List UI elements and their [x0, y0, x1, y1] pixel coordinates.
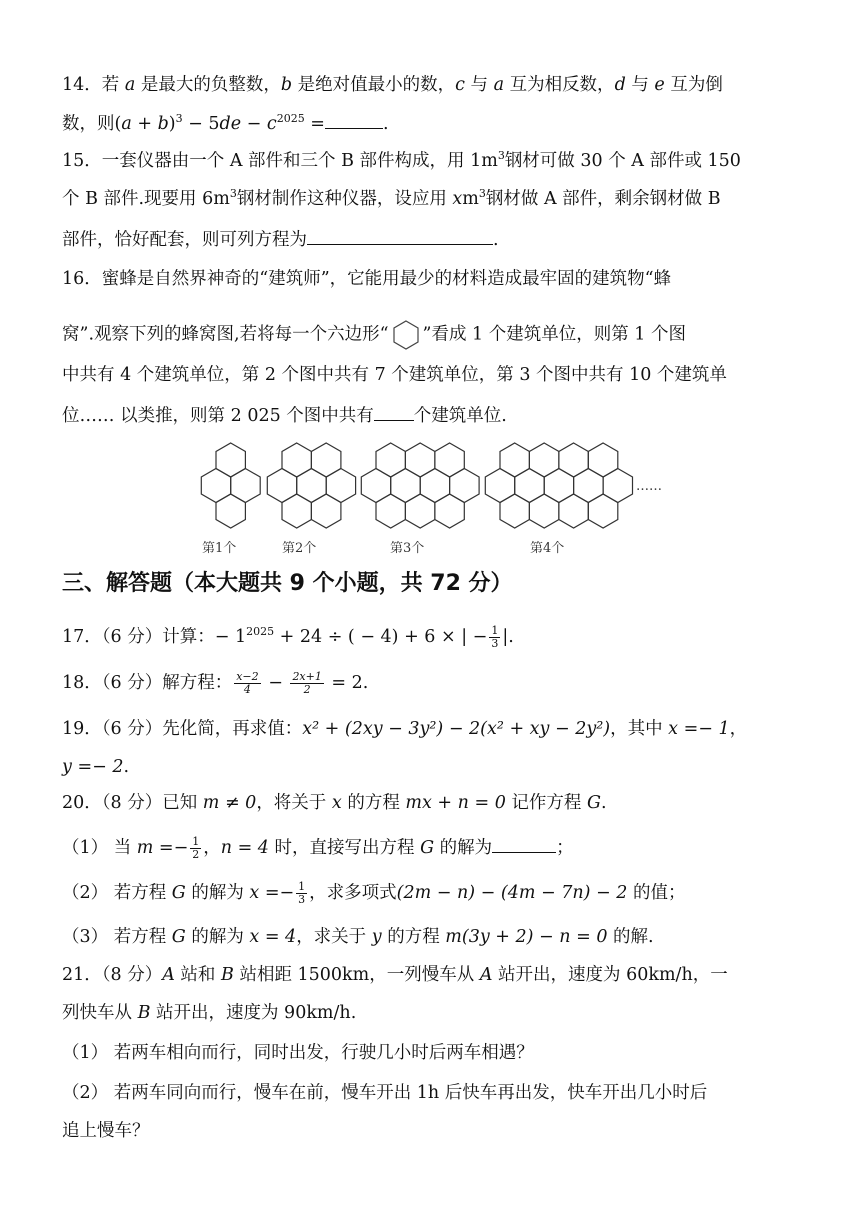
hex-cell [282, 443, 311, 477]
hex-cell [311, 494, 341, 528]
hex-cell [435, 494, 464, 528]
hex-cell [515, 469, 545, 503]
hex-cell [216, 443, 245, 477]
answer-blank[interactable] [325, 110, 383, 129]
hex-cell [216, 494, 245, 528]
caption-fig3: 第3个 [390, 541, 425, 556]
q21-line2: 列快车从 B 站开出，速度为 90km/h. [62, 1003, 357, 1023]
q16-line4: 位…… 以类推，则第 2 025 个图中共有 个建筑单位. [62, 402, 507, 429]
q20-line1: 20．（8 分）已知 m ≠ 0，将关于 x 的方程 mx + n = 0 记作方程 G. [62, 793, 607, 813]
hex-cell [376, 494, 405, 528]
q20-part2: （2） 若方程 G 的解为 x =− $\frac{1}{3}$ ，求多项式(2m − n) − (4m − 7n) − 2 的值； [62, 880, 686, 906]
hexagon-icon [389, 318, 423, 352]
hex-cell [500, 443, 529, 477]
fraction: $\frac{1}{3}$ [491, 624, 499, 650]
q17-line: 17．（6 分）计算：− $1^{2025} + 24$ ÷ ( − 4) + 6 × | − $\frac{1}{3}$ |. [62, 624, 514, 650]
q14-line2: 数，则$(a + b)^3 - 5de - c^{2025}$ = . [62, 112, 389, 134]
hex-cell [297, 469, 327, 503]
hex-cell [282, 494, 311, 528]
hex-cell [559, 494, 588, 528]
hex-cell [485, 469, 514, 503]
q19-line1: 19．（6 分）先化简，再求值：x² + (2xy − 3y²) − 2(x² + xy − 2y²)，其中 x =− 1， [62, 719, 748, 739]
q21-part2-cont: 追上慢车？ [62, 1121, 150, 1141]
honeycomb-figure [190, 438, 680, 563]
hex-cell [500, 494, 529, 528]
hex-cell [267, 469, 296, 503]
q18-line: 18．（6 分）解方程： $\frac{x-2}{4}$ − $\frac{2x+1}{2}$ = 2. [62, 670, 369, 696]
hex-cell [405, 494, 435, 528]
fraction: $\frac{2x+1}{2}$ [292, 670, 322, 696]
hex-cell [231, 469, 261, 503]
hex-cell [391, 469, 421, 503]
hex-cell [544, 469, 573, 503]
hex-cell [529, 443, 559, 477]
hex-cell [588, 443, 618, 477]
answer-blank[interactable] [374, 402, 414, 421]
hex-cell [201, 469, 230, 503]
caption-fig1: 第1个 [202, 541, 237, 556]
q14-line1: 14．若 a 是最大的负整数，b 是绝对值最小的数，c 与 a 互为相反数，d 与 e 互为倒 [62, 75, 723, 95]
hex-cell [450, 469, 480, 503]
q16-line2: 窝”.观察下列的蜂窝图,若将每一个六边形“ ”看成 1 个建筑单位，则第 1 个图 [62, 318, 686, 352]
fraction: $\frac{1}{2}$ [192, 835, 200, 861]
hex-cell [559, 443, 588, 477]
answer-blank[interactable] [492, 834, 556, 853]
q20-part3: （3） 若方程 G 的解为 x = 4，求关于 y 的方程 m(3y + 2) − n = 0 的解. [62, 927, 654, 947]
caption-fig4: 第4个 [530, 541, 565, 556]
fraction: $\frac{1}{3}$ [298, 880, 306, 906]
hex-cell [420, 469, 449, 503]
q15-line3: 部件，恰好配套，则可列方程为 . [62, 226, 499, 253]
q19-line2: y =− 2. [62, 757, 130, 777]
q16-line3: 中共有 4 个建筑单位，第 2 个图中共有 7 个建筑单位，第 3 个图中共有 10 个建筑单 [62, 365, 727, 385]
section-title: 三、解答题（本大题共 9 个小题，共 72 分） [62, 571, 513, 596]
hex-cell [405, 443, 435, 477]
hex-cell [574, 469, 604, 503]
q15-line1: 15．一套仪器由一个 A 部件和三个 B 部件构成，用 $1m^3$钢材可做 30 个 A 部件或 150 [62, 149, 741, 171]
hex-cell [435, 443, 464, 477]
hex-cell [376, 443, 405, 477]
q21-line1: 21．（8 分）A 站和 B 站相距 1500km，一列慢车从 A 站开出，速度为 60km/h，一 [62, 965, 728, 985]
q20-part1: （1） 当 m =− $\frac{1}{2}$ ，n = 4 时，直接写出方程 G 的解为 ； [62, 835, 574, 861]
figure-ellipsis: …… [636, 479, 662, 494]
q16-line1: 16．蜜蜂是自然界神奇的“建筑师”，它能用最少的材料造成最牢固的建筑物“蜂 [62, 269, 672, 289]
q21-part1: （1） 若两车相向而行，同时出发，行驶几小时后两车相遇？ [62, 1043, 534, 1063]
q21-part2: （2） 若两车同向而行，慢车在前，慢车开出 1h 后快车再出发，快车开出几小时后 [62, 1083, 708, 1103]
caption-fig2: 第2个 [282, 541, 317, 556]
hex-cell [361, 469, 390, 503]
hex-cell [588, 494, 618, 528]
hex-cell [603, 469, 632, 503]
fraction: $\frac{x-2}{4}$ [236, 670, 259, 696]
q15-line2: 个 B 部件.现要用 $6m^3$钢材制作这种仪器，设应用 $xm^3$钢材做 A 部件，剩余钢材做 B [62, 187, 721, 209]
hex-cell [311, 443, 341, 477]
hex-cell [326, 469, 355, 503]
answer-blank[interactable] [307, 226, 493, 245]
hex-cell [529, 494, 559, 528]
